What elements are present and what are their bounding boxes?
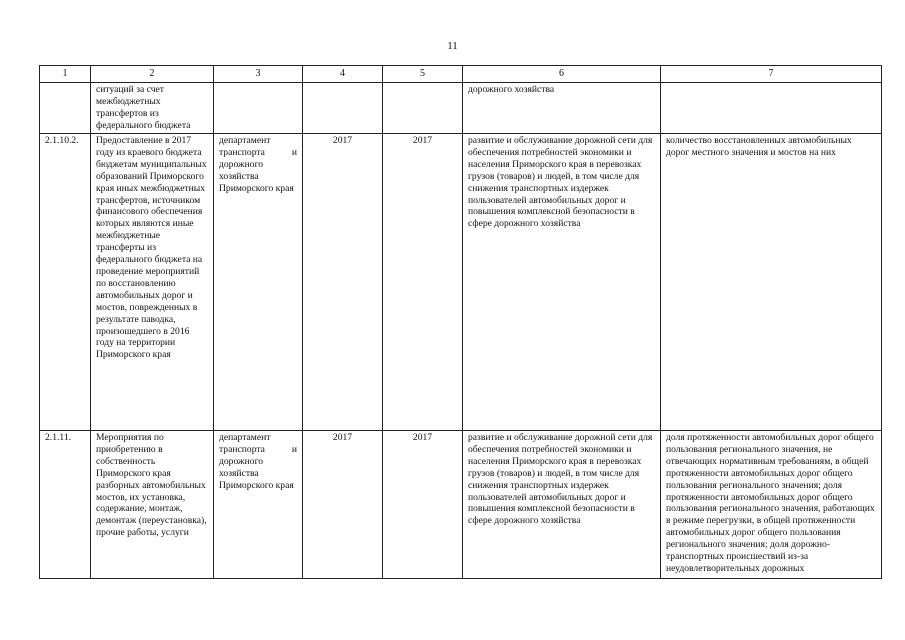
row-number-cell: 2.1.10.2. [40, 134, 91, 431]
result-cell: развитие и обслуживание дорожной сети для обеспечения потребностей экономики и населения Приморского края в перевозках грузов (товаров) и людей, в том числе для снижения транспортных издержек пользователей автомобильных дорог и повышения комплексной безопасности в сфере дорожного хозяйства [463, 431, 661, 579]
end-year-cell [383, 83, 463, 134]
row-number-cell [40, 83, 91, 134]
header-cell: 7 [661, 66, 882, 83]
activity-name-cell: ситуаций за счет межбюджетных трансфертов из федерального бюджета [91, 83, 214, 134]
table-row [40, 83, 882, 134]
executor-cell: департамент транспорта и дорожного хозяйства Приморского края [214, 134, 303, 431]
table-header-row [40, 66, 882, 83]
activity-name-cell: Предоставление в 2017 году из краевого бюджета бюджетам муниципальных образований Приморского края иных межбюджетных трансфертов, источником финансового обеспечения которых являются иные межбюджетные трансферты из федерального бюджета на проведение мероприятий по восстановлению автомобильных дорог и мостов, поврежденных в результате паводка, произошедшего в 2016 году на территории Приморского края [91, 134, 214, 431]
result-cell: развитие и обслуживание дорожной сети для обеспечения потребностей экономики и населения Приморского края в перевозках грузов (товаров) и людей, в том числе для снижения транспортных издержек пользователей автомобильных дорог и повышения комплексной безопасности в сфере дорожного хозяйства [463, 134, 661, 431]
start-year-cell [303, 83, 383, 134]
header-cell: 1 [40, 66, 91, 83]
header-cell: 2 [91, 66, 214, 83]
program-activities-table [39, 65, 882, 579]
end-year-cell: 2017 [383, 134, 463, 431]
executor-cell [214, 83, 303, 134]
page-number: 11 [447, 40, 458, 52]
indicator-cell [661, 83, 882, 134]
activity-name-cell: Мероприятия по приобретению в собственность Приморского края разборных автомобильных мостов, их установка, содержание, монтаж, демонтаж (переустановка), прочие работы, услуги [91, 431, 214, 579]
header-cell: 4 [303, 66, 383, 83]
header-cell: 6 [463, 66, 661, 83]
row-number-cell: 2.1.11. [40, 431, 91, 579]
indicator-cell: количество восстановленных автомобильных дорог местного значения и мостов на них [661, 134, 882, 431]
start-year-cell: 2017 [303, 134, 383, 431]
result-cell: дорожного хозяйства [463, 83, 661, 134]
indicator-cell: доля протяженности автомобильных дорог общего пользования регионального значения, не отвечающих нормативным требованиям, в общей протяженности автомобильных дорог общего пользования регионального значения; доля протяженности автомобильных дорог общего пользования регионального значения, работающих в режиме перегрузки, в общей протяженности автомобильных дорог общего пользования регионального значения; доля дорожно-транспортных происшествий из-за неудовлетворительных дорожных [661, 431, 882, 579]
header-cell: 3 [214, 66, 303, 83]
executor-cell: департамент транспорта и дорожного хозяйства Приморского края [214, 431, 303, 579]
header-cell: 5 [383, 66, 463, 83]
start-year-cell: 2017 [303, 431, 383, 579]
end-year-cell: 2017 [383, 431, 463, 579]
table-row [40, 431, 882, 579]
table-row [40, 134, 882, 431]
